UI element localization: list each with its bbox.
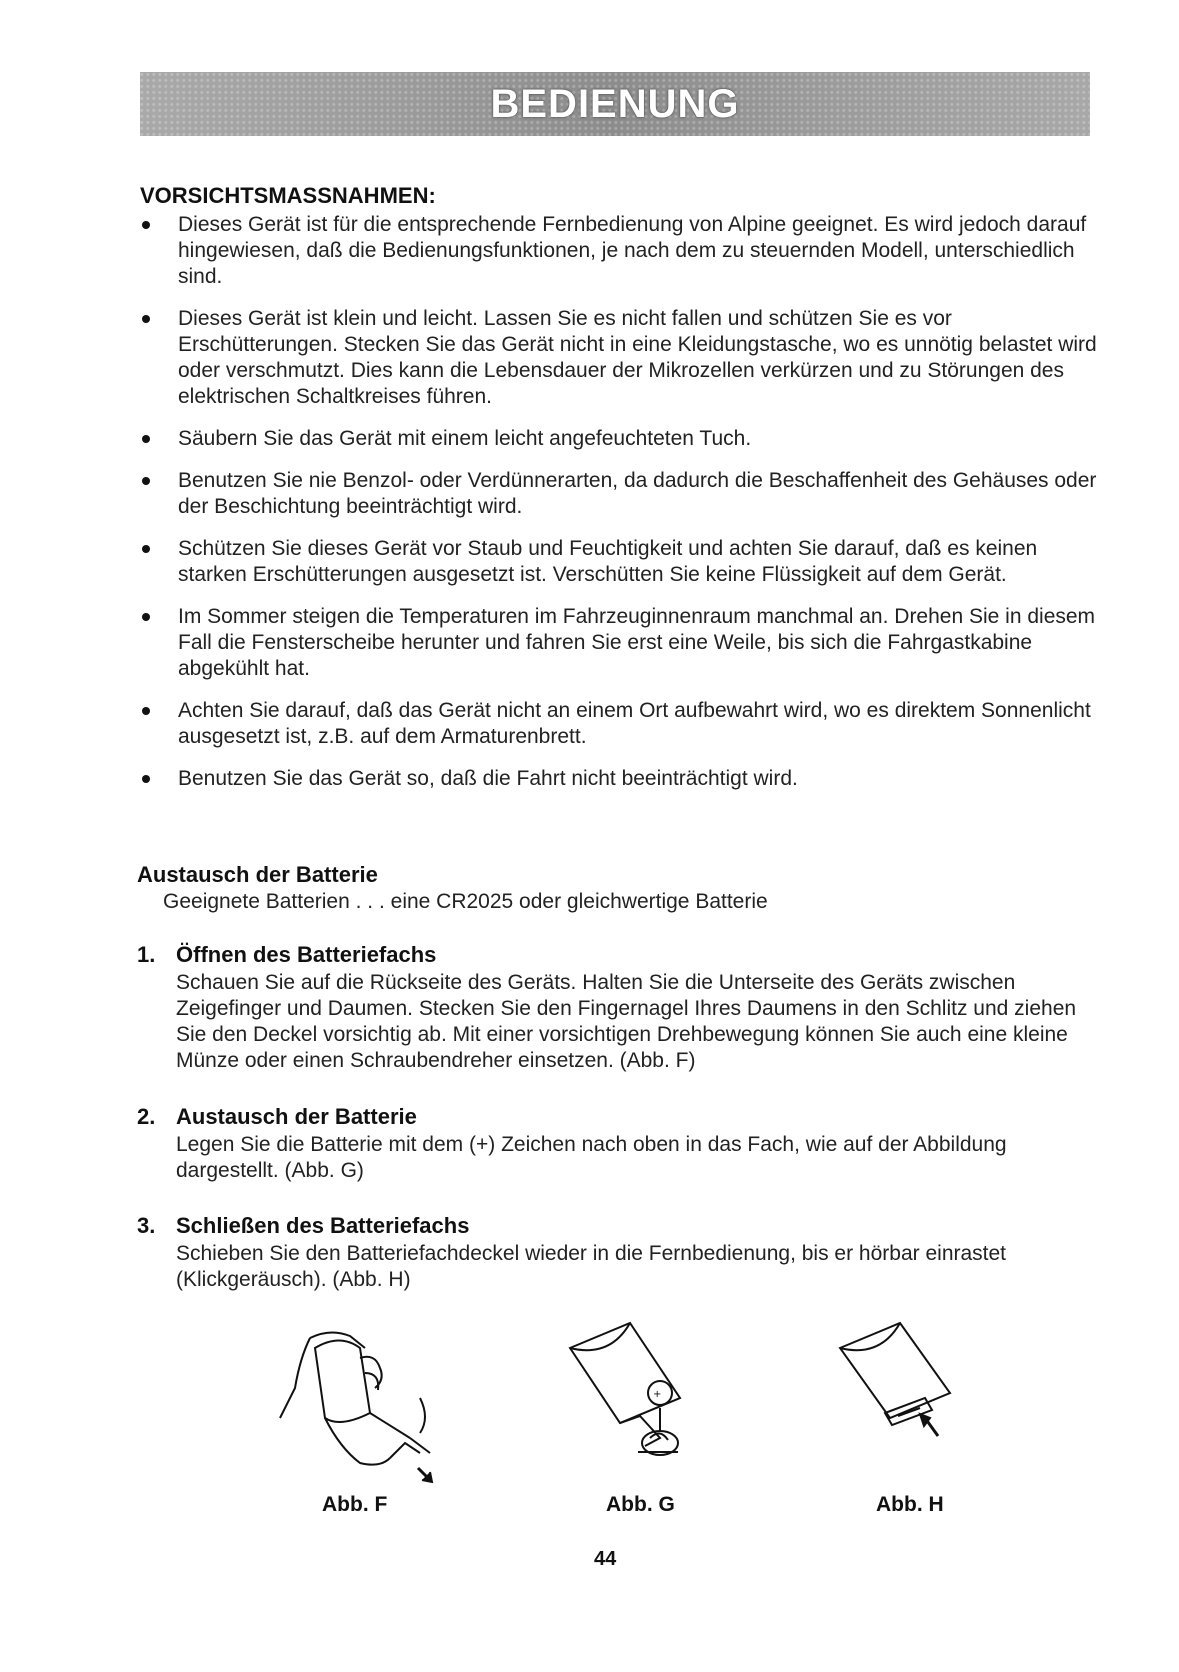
step-number: 2. — [137, 1104, 156, 1129]
bullet-icon — [142, 545, 150, 553]
page-number: 44 — [594, 1548, 617, 1570]
list-item: Säubern Sie das Gerät mit einem leicht angefeuchteten Tuch. — [140, 426, 1100, 452]
step-body: Schieben Sie den Batteriefachdeckel wieder in die Fernbedienung, bis er hörbar einrastet (Klickgeräusch). (Abb. H) — [176, 1242, 1007, 1291]
battery-close-icon — [820, 1318, 1020, 1488]
bullet-icon — [142, 477, 150, 485]
list-item: Schützen Sie dieses Gerät vor Staub und Feuchtigkeit und achten Sie darauf, daß es keinen starken Erschütterungen ausgesetzt ist. Verschütten Sie keine Flüssigkeit auf dem Gerät. — [140, 536, 1100, 588]
banner-title: BEDIENUNG — [490, 81, 740, 126]
battery-insert-icon — [550, 1318, 750, 1488]
svg-text:+: + — [653, 1389, 662, 1400]
list-item: Benutzen Sie nie Benzol- oder Verdünnerarten, da dadurch die Beschaffenheit des Gehäuses oder der Beschichtung beeinträchtigt wird. — [140, 468, 1100, 520]
caption-h: Abb. H — [876, 1493, 944, 1516]
step-title: Öffnen des Batteriefachs — [176, 942, 437, 967]
step-body: Schauen Sie auf die Rückseite des Geräts. Halten Sie die Unterseite des Geräts zwischen Zeigefinger und Daumen. Stecken Sie den Fingernagel Ihres Daumens in den Schlitz und ziehen Sie den Deckel vorsichtig ab. Mit einer vorsichtigen Drehbewegung können Sie auch eine kleine Münze oder einen Schraubendreher einsetzen. (Abb. F) — [176, 971, 1077, 1072]
bullet-icon — [142, 221, 150, 229]
precautions-heading: VORSICHTSMASSNAHMEN: — [140, 183, 436, 208]
list-item: Achten Sie darauf, daß das Gerät nicht an einem Ort aufbewahrt wird, wo es direktem Sonnenlicht ausgesetzt ist, z.B. auf dem Armaturenbrett. — [140, 698, 1100, 750]
step-title: Schließen des Batteriefachs — [176, 1213, 470, 1238]
bullet-icon — [142, 315, 150, 323]
caption-f: Abb. F — [322, 1493, 388, 1516]
step-title: Austausch der Batterie — [176, 1104, 417, 1129]
precautions-list — [140, 212, 1100, 808]
battery-heading: Austausch der Batterie — [137, 862, 378, 887]
figure-g-illustration — [550, 1318, 750, 1488]
battery-subtitle: Geeignete Batterien . . . eine CR2025 oder gleichwertige Batterie — [163, 890, 768, 913]
bullet-icon — [142, 775, 150, 783]
figure-f-illustration — [270, 1318, 470, 1488]
step-body: Legen Sie die Batterie mit dem (+) Zeichen nach oben in das Fach, wie auf der Abbildung dargestellt. (Abb. G) — [176, 1133, 1007, 1182]
step-number: 1. — [137, 942, 156, 967]
caption-g: Abb. G — [606, 1493, 675, 1516]
list-item: Dieses Gerät ist für die entsprechende Fernbedienung von Alpine geeignet. Es wird jedoch darauf hingewiesen, daß die Bedienungsfunktionen, je nach dem zu steuernden Modell, unterschiedlich sind. — [140, 212, 1100, 290]
bullet-icon — [142, 435, 150, 443]
bullet-icon — [142, 613, 150, 621]
hand-remote-icon — [270, 1318, 470, 1488]
list-item: Benutzen Sie das Gerät so, daß die Fahrt nicht beeinträchtigt wird. — [140, 766, 1100, 792]
bullet-icon — [142, 707, 150, 715]
list-item: Im Sommer steigen die Temperaturen im Fahrzeuginnenraum manchmal an. Drehen Sie in diesem Fall die Fensterscheibe herunter und fahren Sie erst eine Weile, bis sich die Fahrgastkabine abgekühlt hat. — [140, 604, 1100, 682]
header-banner — [140, 72, 1090, 136]
list-item: Dieses Gerät ist klein und leicht. Lassen Sie es nicht fallen und schützen Sie es vor Erschütterungen. Stecken Sie das Gerät nicht in eine Kleidungstasche, wo es unnötig belastet wird oder verschmutzt. Dies kann die Lebensdauer der Mikrozellen verkürzen und zu Störungen des elektrischen Schaltkreises führen. — [140, 306, 1100, 410]
step-number: 3. — [137, 1213, 156, 1238]
figure-h-illustration — [820, 1318, 1020, 1488]
